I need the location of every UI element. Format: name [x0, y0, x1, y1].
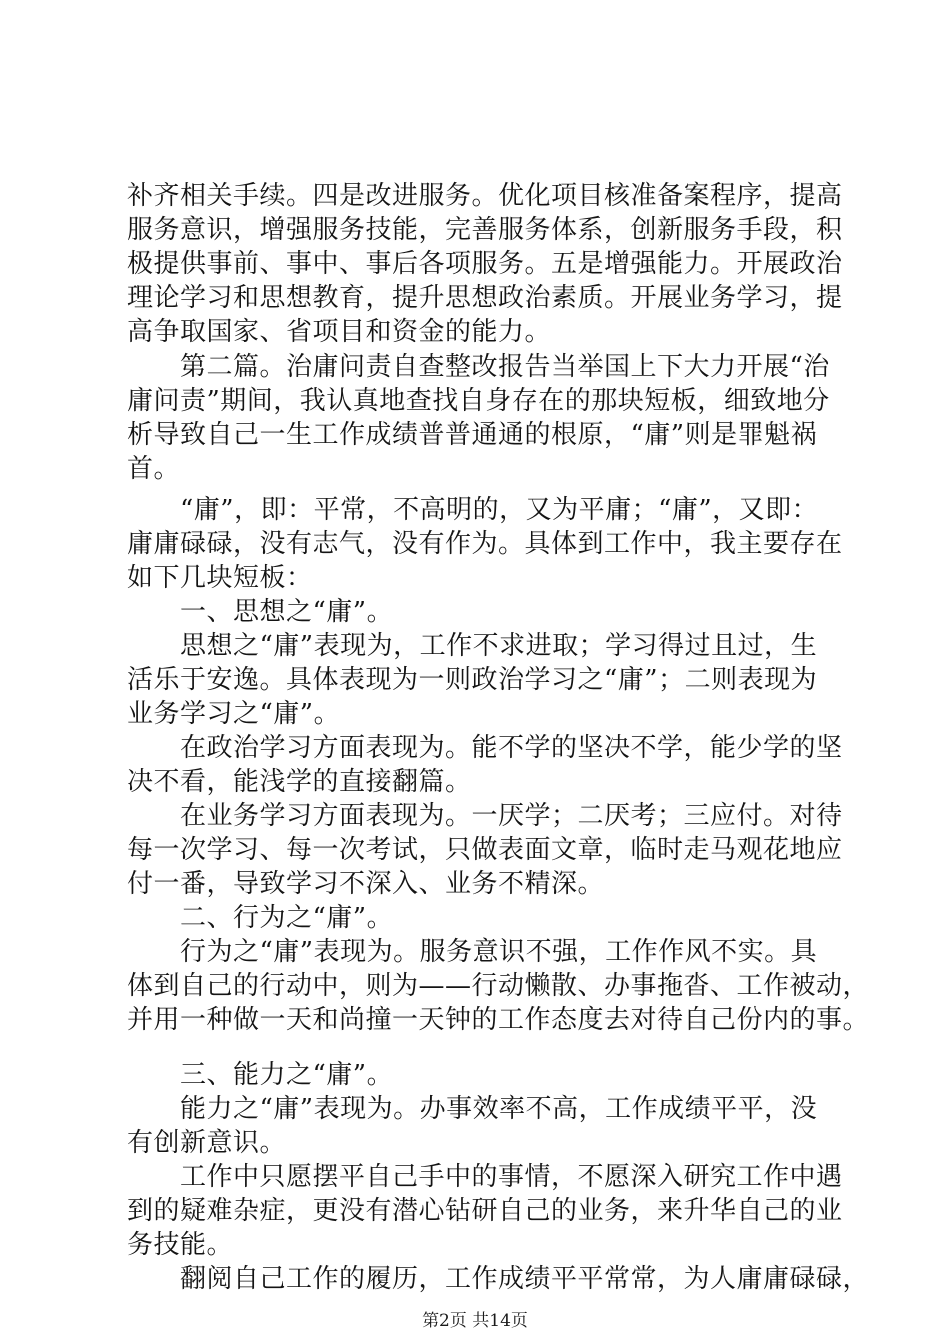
body-line: 理论学习和思想教育，提升思想政治素质。开展业务学习，提: [127, 283, 843, 313]
body-line: 到的疑难杂症，更没有潜心钻研自己的业务，来升华自己的业: [127, 1196, 843, 1226]
body-line: 决不看，能浅学的直接翻篇。: [127, 767, 472, 797]
body-line: 活乐于安逸。具体表现为一则政治学习之“庸”；二则表现为: [127, 665, 818, 695]
body-line: 工作中只愿摆平自己手中的事情，不愿深入研究工作中遇: [127, 1162, 843, 1192]
body-line: 翻阅自己工作的履历，工作成绩平平常常，为人庸庸碌碌，: [127, 1264, 870, 1294]
body-line: 付一番，导致学习不深入、业务不精深。: [127, 869, 605, 899]
body-line: 体到自己的行动中，则为——行动懒散、办事拖沓、工作被动，: [127, 971, 870, 1001]
body-line: 能力之“庸”表现为。办事效率不高，工作成绩平平，没: [127, 1094, 818, 1124]
body-line: 在业务学习方面表现为。一厌学；二厌考；三应付。对待: [127, 801, 843, 831]
body-line: 并用一种做一天和尚撞一天钟的工作态度去对待自己份内的事。: [127, 1005, 870, 1035]
section-heading: 三、能力之“庸”。: [127, 1060, 394, 1090]
body-line: 服务意识，增强服务技能，完善服务体系，创新服务手段，积: [127, 215, 843, 245]
body-line: 首。: [127, 454, 181, 484]
body-line: 有创新意识。: [127, 1128, 287, 1158]
body-line: 补齐相关手续。四是改进服务。优化项目核准备案程序，提高: [127, 181, 843, 211]
body-line: 极提供事前、事中、事后各项服务。五是增强能力。开展政治: [127, 249, 843, 279]
section-heading: 一、思想之“庸”。: [127, 597, 394, 627]
body-line: 庸庸碌碌，没有志气，没有作为。具体到工作中，我主要存在: [127, 529, 843, 559]
body-line: 第二篇。治庸问责自查整改报告当举国上下大力开展“治: [127, 352, 830, 382]
body-line: 在政治学习方面表现为。能不学的坚决不学，能少学的坚: [127, 733, 843, 763]
body-line: “庸”，即：平常，不高明的，又为平庸；“庸”，又即：: [127, 495, 819, 525]
body-line: 每一次学习、每一次考试，只做表面文章，临时走马观花地应: [127, 835, 843, 865]
body-line: 思想之“庸”表现为，工作不求进取；学习得过且过，生: [127, 631, 818, 661]
section-heading: 二、行为之“庸”。: [127, 903, 394, 933]
body-line: 业务学习之“庸”。: [127, 699, 341, 729]
body-line: 高争取国家、省项目和资金的能力。: [127, 317, 552, 347]
body-line: 务技能。: [127, 1230, 234, 1260]
body-line: 庸问责”期间，我认真地查找自身存在的那块短板，细致地分: [127, 386, 830, 416]
body-line: 行为之“庸”表现为。服务意识不强，工作作风不实。具: [127, 937, 818, 967]
body-line: 如下几块短板：: [127, 563, 313, 593]
body-line: 析导致自己一生工作成绩普普通通的根原，“庸”则是罪魁祸: [127, 420, 818, 450]
page-number-footer: 第2页 共14页: [422, 1311, 528, 1331]
